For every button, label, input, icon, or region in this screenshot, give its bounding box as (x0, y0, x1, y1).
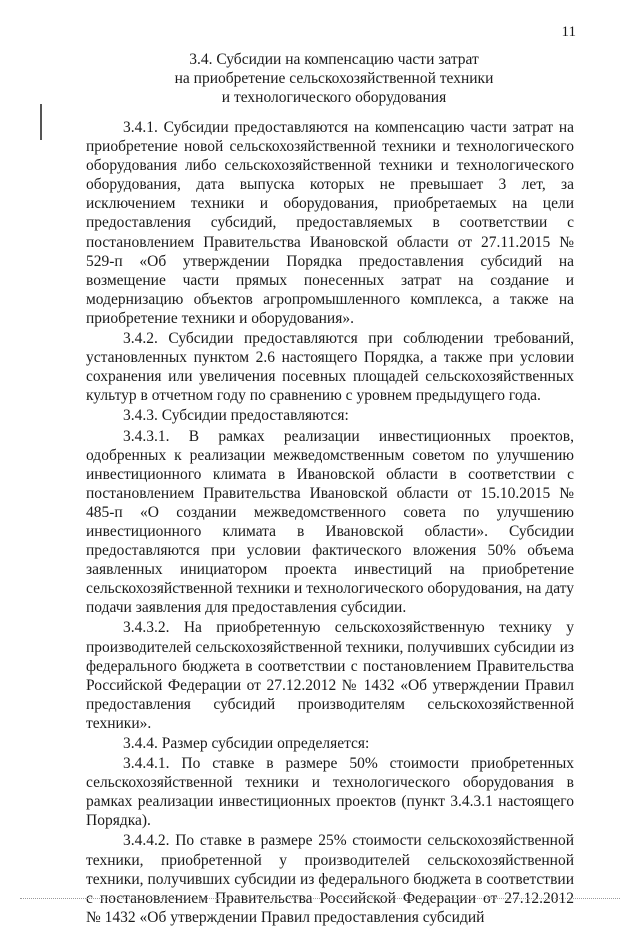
paragraph-3-4-2: 3.4.2. Субсидии предоставляются при соблюдении требований, установленных пунктом 2.6 настоящего Порядка, а также при условии сохранения или увеличения посевных площадей сельскохозяйственных культур в отчетном году по сравнению с уровнем предыдущего года. (86, 330, 574, 405)
paragraph-3-4-4-1: 3.4.4.1. По ставке в размере 50% стоимости приобретенных сельскохозяйственной техники и технологического оборудования в рамках реализации инвестиционных проектов (пункт 3.4.3.1 настоящего Порядка). (86, 755, 574, 830)
heading-line-1: 3.4. Субсидии на компенсацию части затрат (189, 51, 479, 68)
margin-scan-mark (40, 104, 42, 140)
paragraph-3-4-3-2: 3.4.3.2. На приобретенную сельскохозяйственную технику у производителей сельскохозяйственной техники, получивших субсидии из федерального бюджета в соответствии с постановлением Правительства Российской Федерации от 27.12.2012 № 1432 «Об утверждении Правил предоставления субсидий производителям сельскохозяйственной техники». (86, 619, 574, 732)
heading-line-2: на приобретение сельскохозяйственной техники (174, 70, 494, 87)
page-number: 11 (561, 24, 576, 40)
paragraph-3-4-4: 3.4.4. Размер субсидии определяется: (123, 735, 370, 752)
paragraph-3-4-3: 3.4.3. Субсидии предоставляются: (123, 407, 349, 425)
paragraph-3-4-4-2: 3.4.4.2. По ставке в размере 25% стоимости сельскохозяйственной техники, приобретенной у производителей сельскохозяйственной техники, получивших субсидии из федерального бюджета в соответствии с постановлением Правительства Российской Федерации от 27.12.2012 № 1432 «Об утверждении Правил предоставления субсидий (86, 832, 574, 926)
paragraph-3-4-1: 3.4.1. Субсидии предоставляются на компенсацию части затрат на приобретение новой сельскохозяйственной техники и технологического оборудования либо сельскохозяйственной техники и технологического оборудования, дата выпуска которых не превышает 3 лет, за исключением техники и оборудования, приобретаемых на цели предоставления субсидий, предоставляемых в соответствии с постановлением Правительства Ивановской области от 27.11.2015 № 529-п «Об утверждении Порядка предоставления субсидий на возмещение части прямых понесенных затрат на создание и модернизацию объектов агропромышленного комплекса, а также на приобретение техники и оборудования». (86, 119, 574, 327)
section-heading (84, 50, 584, 107)
scan-edge-line (20, 898, 620, 900)
paragraph-3-4-3-1: 3.4.3.1. В рамках реализации инвестиционных проектов, одобренных к реализации межведомственным советом по улучшению инвестиционного климата в Ивановской области в соответствии с постановлением Правительства Ивановской области от 15.10.2015 № 485-п «О создании межведомственного совета по улучшению инвестиционного климата в Ивановской области». Субсидии предоставляются при условии фактического вложения 50% объема заявленных инициатором проекта инвестиций на приобретение сельскохозяйственной техники и технологического оборудования, на дату подачи заявления для предоставления субсидии. (86, 427, 574, 617)
document-body (86, 118, 574, 927)
heading-line-3: и технологического оборудования (221, 89, 447, 106)
